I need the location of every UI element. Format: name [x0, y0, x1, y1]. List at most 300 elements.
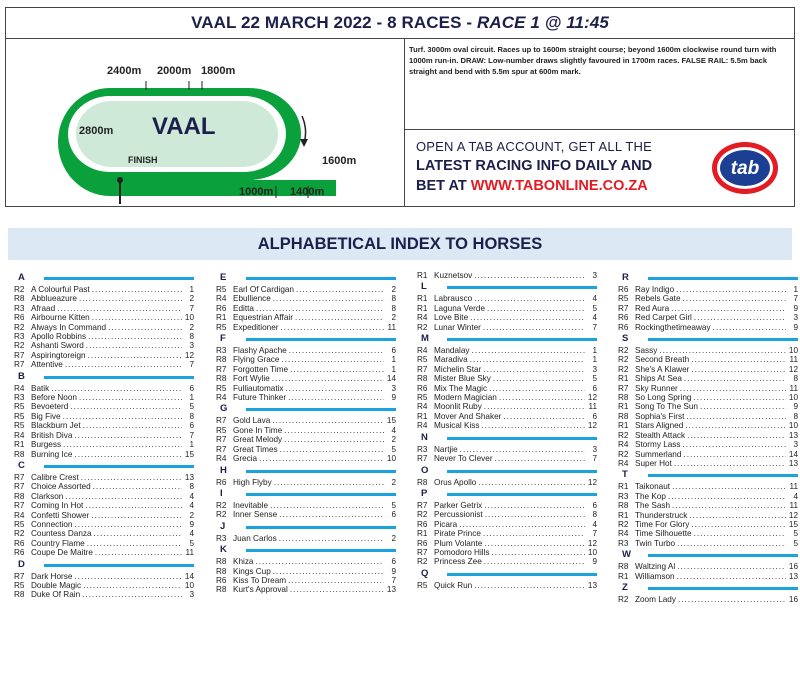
race-number: R5: [216, 383, 227, 393]
horse-name: British Diva: [31, 430, 73, 440]
section-rule: [246, 549, 396, 552]
section-rule: [648, 338, 798, 341]
horse-index-row: [216, 323, 396, 332]
race-number: R2: [417, 322, 428, 332]
leader-dots: [57, 304, 182, 313]
horse-name: Bevoeterd: [31, 402, 69, 412]
horse-index-row: [618, 355, 798, 364]
letter-section-header: [216, 487, 396, 501]
horse-index-row: [14, 341, 194, 350]
saddlecloth-number: 16: [788, 594, 798, 604]
race-number: R8: [216, 355, 227, 365]
leader-dots: [495, 454, 585, 463]
horse-name: Lunar Winter: [434, 322, 481, 332]
saddlecloth-number: 7: [592, 529, 597, 539]
race-number: R4: [216, 454, 227, 464]
leader-dots: [691, 365, 786, 374]
saddlecloth-number: 6: [592, 383, 597, 393]
saddlecloth-number: 1: [793, 285, 798, 294]
saddlecloth-number: 1: [189, 285, 194, 294]
race-number: R1: [618, 482, 629, 492]
race-number: R8: [14, 590, 25, 600]
horse-index-row: [618, 440, 798, 449]
horse-name: Dark Horse: [31, 571, 73, 581]
horse-name: Aspiringtoreign: [31, 350, 86, 360]
race-number: R5: [216, 322, 227, 332]
horse-index-row: [417, 393, 597, 402]
section-letter: A: [18, 272, 25, 283]
saddlecloth-number: 12: [184, 350, 194, 360]
ad-url-link[interactable]: WWW.TABONLINE.CO.ZA: [470, 178, 648, 194]
saddlecloth-number: 6: [391, 557, 396, 567]
leader-dots: [684, 374, 786, 383]
race-number: R4: [618, 440, 629, 450]
leader-dots: [272, 374, 384, 383]
leader-dots: [700, 402, 786, 411]
section-letter: I: [220, 487, 223, 499]
leader-dots: [92, 313, 182, 322]
section-rule: [648, 587, 798, 590]
race-number: R1: [417, 529, 428, 539]
horse-name: Afraad: [31, 303, 56, 313]
leader-dots: [671, 304, 786, 313]
saddlecloth-number: 10: [386, 454, 396, 464]
leader-dots: [474, 271, 585, 280]
horse-name: Forgotten Time: [233, 364, 289, 374]
horse-index-row: [14, 294, 194, 303]
section-rule: [447, 338, 597, 341]
horse-index-row: [14, 323, 194, 332]
race-number: R1: [14, 440, 25, 450]
horse-name: Calibre Crest: [31, 472, 79, 482]
horse-index-row: [618, 492, 798, 501]
horse-index-row: [14, 572, 194, 581]
horse-index-row: [618, 562, 798, 571]
race-number: R6: [618, 313, 629, 323]
section-rule: [246, 277, 396, 280]
horse-index-row: [14, 581, 194, 590]
race-number: R2: [618, 355, 629, 365]
leader-dots: [273, 294, 384, 303]
leader-dots: [274, 478, 384, 487]
horse-name: Mister Blue Sky: [434, 374, 491, 384]
horse-index-row: [14, 421, 194, 430]
horse-name: Red Aura: [635, 303, 670, 313]
race-number: R6: [618, 322, 629, 332]
race-number: R1: [417, 271, 428, 280]
leader-dots: [86, 341, 182, 350]
horse-index-row: [417, 501, 597, 510]
letter-section-header: [618, 581, 798, 595]
horse-index-row: [618, 285, 798, 294]
tab-advert[interactable]: [404, 130, 794, 206]
finish-marker: [117, 177, 123, 183]
horse-index-row: [14, 412, 194, 421]
saddlecloth-number: 11: [789, 501, 798, 511]
race-number: R7: [14, 472, 25, 482]
leader-dots: [693, 393, 786, 402]
horse-name: Waltzing Al: [635, 562, 676, 572]
letter-section-header: [417, 280, 597, 294]
horse-name: Red Carpet Girl: [635, 313, 692, 323]
leader-dots: [74, 450, 182, 459]
saddlecloth-number: 3: [189, 341, 194, 351]
section-letter: P: [421, 487, 428, 499]
ad-line-3: [416, 178, 648, 194]
horse-name: Kings Cup: [233, 566, 271, 576]
race-number: R8: [618, 411, 629, 421]
saddlecloth-number: 1: [189, 440, 194, 450]
horse-name: Airbourne Kitten: [31, 313, 90, 323]
horse-name: Juan Carlos: [233, 533, 277, 543]
section-letter: B: [18, 370, 25, 382]
saddlecloth-number: 16: [788, 562, 798, 572]
leader-dots: [493, 374, 585, 383]
leader-dots: [470, 313, 585, 322]
section-letter: W: [622, 549, 631, 561]
saddlecloth-number: 2: [391, 285, 396, 294]
horse-index-row: [417, 402, 597, 411]
race-number: R5: [14, 421, 25, 431]
horse-name: Coming In Hot: [31, 501, 84, 511]
race-number: R7: [14, 571, 25, 581]
horse-name: Double Magic: [31, 580, 82, 590]
horse-index-row: [417, 374, 597, 383]
horse-name: Princess Zee: [434, 557, 482, 567]
horse-name: Country Flame: [31, 538, 85, 548]
leader-dots: [503, 412, 585, 421]
horse-index-row: [618, 511, 798, 520]
saddlecloth-number: 2: [189, 510, 194, 520]
letter-section-header: [216, 332, 396, 346]
leader-dots: [279, 510, 384, 519]
horse-name: Batik: [31, 383, 50, 393]
leader-dots: [63, 412, 182, 421]
saddlecloth-number: 4: [592, 519, 597, 529]
horse-index-row: [14, 520, 194, 529]
meeting-title-text: VAAL 22 MARCH 2022 - 8 RACES -: [191, 13, 477, 32]
horse-index-row: [14, 473, 194, 482]
saddlecloth-number: 4: [592, 313, 597, 323]
section-rule: [44, 277, 194, 280]
leader-dots: [484, 539, 585, 548]
leader-dots: [472, 346, 585, 355]
section-letter: O: [421, 464, 429, 476]
race-number: R4: [14, 510, 25, 520]
horse-name: Attentive: [31, 360, 63, 370]
horse-index-row: [216, 557, 396, 566]
letter-section-header: [417, 464, 597, 478]
horse-index-row: [417, 529, 597, 538]
horse-name: Zoom Lady: [635, 594, 676, 604]
horse-index-row: [618, 313, 798, 322]
horse-index-row: [216, 285, 396, 294]
leader-dots: [63, 440, 182, 449]
race-number: R7: [216, 364, 227, 374]
saddlecloth-number: 13: [184, 472, 194, 482]
label-1000: 1000m: [239, 186, 274, 198]
leader-dots: [88, 351, 182, 360]
leader-dots: [87, 539, 182, 548]
race-number: R1: [417, 303, 428, 313]
leader-dots: [678, 595, 786, 604]
saddlecloth-number: 13: [788, 430, 798, 440]
saddlecloth-number: 12: [587, 393, 597, 403]
horse-index-row: [14, 590, 194, 599]
saddlecloth-number: 8: [793, 411, 798, 421]
horse-index-row: [14, 332, 194, 341]
horse-index-row: [14, 285, 194, 294]
race-number: R7: [618, 383, 629, 393]
saddlecloth-number: 9: [793, 303, 798, 313]
section-rule: [447, 286, 597, 289]
saddlecloth-number: 1: [592, 355, 597, 365]
horse-name: Great Melody: [233, 435, 283, 445]
horse-index-row: [14, 360, 194, 369]
race-number: R3: [216, 533, 227, 543]
saddlecloth-number: 2: [189, 294, 194, 304]
section-letter: E: [220, 272, 227, 283]
leader-dots: [295, 313, 384, 322]
direction-arrow: [302, 116, 306, 143]
race-number: R8: [216, 557, 227, 567]
saddlecloth-number: 15: [184, 449, 194, 459]
horse-name: Confetti Shower: [31, 510, 90, 520]
horse-index-row: [14, 482, 194, 491]
saddlecloth-number: 9: [793, 322, 798, 332]
race-number: R4: [14, 430, 25, 440]
leader-dots: [478, 478, 585, 487]
race-number: R6: [417, 519, 428, 529]
horse-index-row: [618, 374, 798, 383]
horse-index-row: [14, 501, 194, 510]
letter-section-header: [216, 464, 396, 478]
saddlecloth-number: 5: [592, 374, 597, 384]
leader-dots: [281, 355, 384, 364]
race-number: R6: [216, 477, 227, 487]
horse-index-row: [417, 520, 597, 529]
leader-dots: [459, 520, 585, 529]
saddlecloth-number: 11: [185, 548, 194, 558]
leader-dots: [289, 346, 384, 355]
section-rule: [648, 554, 798, 557]
race-time: RACE 1 @ 11:45: [476, 13, 609, 32]
saddlecloth-number: 11: [387, 322, 396, 332]
letter-section-header: [216, 402, 396, 416]
race-number: R2: [216, 510, 227, 520]
leader-dots: [273, 567, 384, 576]
horse-name: Sophia's First: [635, 411, 685, 421]
saddlecloth-number: 5: [189, 402, 194, 412]
race-number: R2: [618, 594, 629, 604]
horse-name: Ships At Sea: [635, 374, 682, 384]
saddlecloth-number: 2: [189, 322, 194, 332]
horse-index-row: [618, 294, 798, 303]
race-number: R5: [417, 393, 428, 403]
horse-name: Quick Run: [434, 580, 473, 590]
tab-logo-icon[interactable]: [710, 140, 780, 196]
saddlecloth-number: 15: [788, 519, 798, 529]
letter-section-header: [216, 543, 396, 557]
race-number: R2: [618, 430, 629, 440]
saddlecloth-number: 6: [391, 346, 396, 356]
leader-dots: [74, 520, 182, 529]
leader-dots: [668, 492, 786, 501]
race-number: R5: [14, 402, 25, 412]
label-1400: 1400m: [290, 186, 325, 198]
saddlecloth-number: 10: [788, 393, 798, 403]
horse-index-row: [14, 351, 194, 360]
horse-index-row: [618, 384, 798, 393]
letter-section-header: [14, 459, 194, 473]
section-rule: [246, 408, 396, 411]
race-number: R7: [417, 500, 428, 510]
race-number: R2: [618, 519, 629, 529]
horse-name: Choice Assorted: [31, 482, 91, 492]
race-number: R7: [417, 364, 428, 374]
saddlecloth-number: 10: [788, 346, 798, 356]
horse-name: Burgess: [31, 440, 62, 450]
saddlecloth-number: 7: [391, 575, 396, 585]
horse-name: Flying Grace: [233, 355, 280, 365]
saddlecloth-number: 13: [587, 580, 597, 590]
race-number: R7: [14, 360, 25, 370]
race-card-header-box: [5, 7, 795, 207]
leader-dots: [687, 431, 786, 440]
horse-name: Apollo Robbins: [31, 332, 87, 342]
leader-dots: [683, 450, 786, 459]
horse-index-row: [618, 482, 798, 491]
horse-name: Editta: [233, 303, 254, 313]
saddlecloth-number: 2: [391, 313, 396, 323]
horse-index-row: [216, 445, 396, 454]
horse-name: Earl Of Cardigan: [233, 285, 294, 294]
leader-dots: [51, 384, 182, 393]
race-number: R7: [417, 454, 428, 464]
saddlecloth-number: 9: [391, 393, 396, 403]
race-number: R8: [417, 477, 428, 487]
leader-dots: [74, 572, 182, 581]
horse-name: Mandalay: [434, 346, 470, 356]
race-number: R1: [417, 411, 428, 421]
race-number: R8: [14, 449, 25, 459]
race-number: R6: [14, 548, 25, 558]
race-number: R3: [618, 491, 629, 501]
race-number: R8: [216, 566, 227, 576]
leader-dots: [492, 548, 585, 557]
horse-name: She's A Klawer: [635, 364, 690, 374]
horse-name: Grecia: [233, 454, 258, 464]
letter-section-header: [618, 332, 798, 346]
horse-index-row: [216, 313, 396, 322]
race-number: R8: [417, 374, 428, 384]
horse-name: Labrausco: [434, 294, 473, 304]
horse-name: Parker Getrix: [434, 500, 483, 510]
race-number: R4: [417, 421, 428, 431]
horse-index-row: [417, 365, 597, 374]
horse-index-row: [216, 426, 396, 435]
saddlecloth-number: 3: [592, 271, 597, 280]
section-rule: [44, 564, 194, 567]
leader-dots: [484, 402, 585, 411]
horse-name: Kiss To Dream: [233, 575, 287, 585]
leader-dots: [691, 520, 786, 529]
horse-name: Pirate Prince: [434, 529, 481, 539]
horse-index-row: [618, 323, 798, 332]
race-number: R3: [14, 303, 25, 313]
horse-name: Inevitable: [233, 500, 269, 510]
horse-name: Song To The Sun: [635, 402, 698, 412]
horse-name: Sky Runner: [635, 383, 678, 393]
race-number: R7: [14, 501, 25, 511]
leader-dots: [82, 590, 182, 599]
leader-dots: [672, 482, 786, 491]
horse-name: Blackburn Jet: [31, 421, 81, 431]
horse-index-row: [14, 450, 194, 459]
horse-name: Thunderstruck: [635, 510, 688, 520]
race-number: R4: [618, 529, 629, 539]
section-letter: L: [421, 281, 427, 293]
saddlecloth-number: 7: [189, 430, 194, 440]
horse-index-row: [14, 440, 194, 449]
leader-dots: [483, 323, 585, 332]
horse-name: Maradiva: [434, 355, 468, 365]
horse-name: Burning Ice: [31, 449, 73, 459]
horse-index-row: [618, 304, 798, 313]
horse-index-row: [14, 529, 194, 538]
leader-dots: [484, 501, 585, 510]
letter-section-header: [417, 567, 597, 581]
leader-dots: [79, 393, 182, 402]
saddlecloth-number: 6: [592, 500, 597, 510]
horse-name: The Sash: [635, 501, 671, 511]
horse-index-row: [618, 393, 798, 402]
horse-index-row: [216, 374, 396, 383]
horse-index-row: [618, 459, 798, 468]
race-number: R8: [14, 491, 25, 501]
horse-index-row: [417, 384, 597, 393]
horse-index-row: [14, 548, 194, 557]
horse-index-row: [417, 454, 597, 463]
race-number: R2: [417, 557, 428, 567]
leader-dots: [79, 294, 182, 303]
saddlecloth-number: 1: [189, 393, 194, 403]
track-diagram: [6, 38, 405, 206]
race-number: R6: [417, 538, 428, 548]
horse-index-row: [417, 510, 597, 519]
horse-name: Inner Sense: [233, 510, 278, 520]
horse-name: Musical Kiss: [434, 421, 480, 431]
race-number: R7: [216, 444, 227, 454]
saddlecloth-number: 11: [789, 482, 798, 492]
horse-name: Clarkson: [31, 491, 64, 501]
saddlecloth-number: 1: [391, 364, 396, 374]
horse-name: Second Breath: [635, 355, 690, 365]
section-rule: [44, 465, 194, 468]
letter-section-header: [417, 431, 597, 445]
leader-dots: [270, 501, 384, 510]
saddlecloth-number: 8: [793, 374, 798, 384]
letter-section-header: [216, 271, 396, 285]
saddlecloth-number: 15: [386, 416, 396, 426]
horse-name: Khiza: [233, 557, 254, 567]
index-title: ALPHABETICAL INDEX TO HORSES: [8, 228, 792, 260]
race-number: R7: [14, 350, 25, 360]
horse-name: Mix The Magic: [434, 383, 488, 393]
horse-name: Rockingthetimeaway: [635, 322, 711, 332]
horse-index-row: [618, 520, 798, 529]
saddlecloth-number: 4: [189, 529, 194, 539]
